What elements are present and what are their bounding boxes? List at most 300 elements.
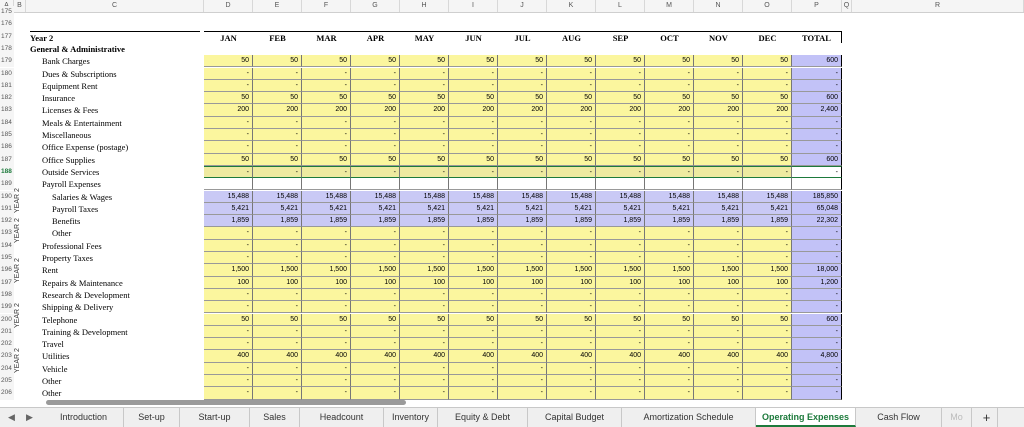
month-value-cell[interactable]: - [449, 68, 498, 80]
month-value-cell[interactable]: - [449, 80, 498, 92]
month-value-cell[interactable]: 5,421 [351, 203, 400, 215]
month-value-cell[interactable]: 5,421 [645, 203, 694, 215]
month-value-cell[interactable]: - [302, 387, 351, 399]
month-value-cell[interactable]: 50 [498, 154, 547, 166]
month-value-cell[interactable]: - [449, 289, 498, 301]
month-value-cell[interactable]: - [645, 252, 694, 264]
row-label[interactable]: Insurance [42, 93, 76, 104]
month-value-cell[interactable]: - [498, 117, 547, 129]
month-value-cell[interactable]: - [547, 141, 596, 153]
month-value-cell[interactable]: - [645, 117, 694, 129]
month-value-cell[interactable] [449, 178, 498, 190]
month-value-cell[interactable]: 100 [253, 277, 302, 289]
month-value-cell[interactable]: - [449, 375, 498, 387]
month-value-cell[interactable]: - [351, 80, 400, 92]
month-value-cell[interactable]: 1,859 [498, 215, 547, 227]
row-label[interactable]: Property Taxes [42, 253, 93, 263]
month-value-cell[interactable]: - [498, 363, 547, 375]
month-value-cell[interactable]: - [596, 301, 645, 313]
month-value-cell[interactable]: - [351, 117, 400, 129]
tab-start-up[interactable]: Start-up [180, 408, 250, 427]
month-value-cell[interactable]: 400 [596, 350, 645, 362]
row-label[interactable]: Miscellaneous [42, 130, 92, 140]
month-value-cell[interactable]: - [645, 375, 694, 387]
month-value-cell[interactable] [743, 178, 792, 190]
month-value-cell[interactable]: 50 [302, 55, 351, 67]
month-value-cell[interactable]: - [204, 289, 253, 301]
month-value-cell[interactable]: - [743, 363, 792, 375]
month-value-cell[interactable]: 100 [645, 277, 694, 289]
month-value-cell[interactable]: 200 [302, 104, 351, 116]
month-value-cell[interactable]: - [400, 129, 449, 141]
month-value-cell[interactable]: 50 [694, 92, 743, 104]
month-value-cell[interactable]: - [449, 252, 498, 264]
month-value-cell[interactable]: - [498, 166, 547, 178]
horizontal-scrollbar[interactable] [46, 400, 406, 405]
month-value-cell[interactable]: - [694, 289, 743, 301]
row-label[interactable]: Outside Services [42, 166, 100, 177]
month-value-cell[interactable]: - [204, 375, 253, 387]
column-header-h[interactable]: H [400, 0, 449, 12]
month-value-cell[interactable]: - [253, 387, 302, 399]
row-number[interactable]: 200 [0, 314, 14, 326]
month-value-cell[interactable]: 1,500 [694, 264, 743, 276]
month-value-cell[interactable]: 50 [204, 55, 253, 67]
tab-set-up[interactable]: Set-up [124, 408, 180, 427]
month-value-cell[interactable]: 200 [400, 104, 449, 116]
column-header-e[interactable]: E [253, 0, 302, 12]
month-value-cell[interactable]: 400 [253, 350, 302, 362]
month-value-cell[interactable]: - [498, 68, 547, 80]
total-value-cell[interactable]: 600 [792, 314, 842, 326]
month-value-cell[interactable]: - [743, 68, 792, 80]
month-value-cell[interactable]: - [645, 289, 694, 301]
month-value-cell[interactable]: - [596, 338, 645, 350]
month-value-cell[interactable]: - [645, 141, 694, 153]
row-label[interactable]: Equipment Rent [42, 80, 98, 91]
month-value-cell[interactable]: 50 [547, 55, 596, 67]
tab-mo[interactable]: Mo [942, 408, 972, 427]
month-value-cell[interactable]: - [302, 227, 351, 239]
month-value-cell[interactable]: - [253, 338, 302, 350]
month-value-cell[interactable]: 50 [743, 154, 792, 166]
month-value-cell[interactable]: - [400, 387, 449, 399]
column-header-q[interactable]: Q [842, 0, 852, 12]
row-number[interactable]: 197 [0, 277, 14, 289]
month-value-cell[interactable]: - [694, 68, 743, 80]
month-value-cell[interactable]: - [694, 141, 743, 153]
month-value-cell[interactable]: - [694, 80, 743, 92]
month-value-cell[interactable]: 50 [204, 154, 253, 166]
month-value-cell[interactable]: 1,500 [498, 264, 547, 276]
month-value-cell[interactable]: 200 [596, 104, 645, 116]
total-value-cell[interactable]: 65,048 [792, 203, 842, 215]
month-value-cell[interactable]: - [743, 80, 792, 92]
row-number[interactable]: 204 [0, 363, 14, 375]
month-value-cell[interactable]: 1,859 [449, 215, 498, 227]
month-value-cell[interactable]: 1,859 [596, 215, 645, 227]
month-value-cell[interactable]: 1,859 [400, 215, 449, 227]
row-number[interactable]: 198 [0, 289, 14, 301]
month-value-cell[interactable]: - [400, 363, 449, 375]
row-label[interactable]: Other [42, 388, 62, 399]
tab-introduction[interactable]: Introduction [44, 408, 124, 427]
month-value-cell[interactable]: 50 [302, 154, 351, 166]
month-value-cell[interactable]: - [645, 326, 694, 338]
month-value-cell[interactable]: - [694, 240, 743, 252]
month-value-cell[interactable]: - [743, 117, 792, 129]
tab-capital-budget[interactable]: Capital Budget [528, 408, 622, 427]
month-value-cell[interactable]: 400 [645, 350, 694, 362]
row-number[interactable]: 190 [0, 191, 14, 203]
month-value-cell[interactable]: - [498, 141, 547, 153]
month-value-cell[interactable]: - [302, 338, 351, 350]
row-number[interactable]: 191 [0, 203, 14, 215]
row-number[interactable]: 201 [0, 326, 14, 338]
row-label[interactable]: Repairs & Maintenance [42, 277, 123, 288]
month-value-cell[interactable]: - [743, 240, 792, 252]
month-value-cell[interactable]: - [743, 227, 792, 239]
month-value-cell[interactable] [204, 178, 253, 190]
month-value-cell[interactable]: - [400, 141, 449, 153]
total-value-cell[interactable]: - [792, 363, 842, 375]
month-value-cell[interactable]: - [743, 375, 792, 387]
row-number[interactable]: 196 [0, 264, 14, 276]
row-label[interactable]: Vehicle [42, 363, 68, 374]
month-value-cell[interactable]: - [596, 240, 645, 252]
month-value-cell[interactable]: - [204, 117, 253, 129]
month-value-cell[interactable]: - [302, 301, 351, 313]
month-value-cell[interactable]: 50 [449, 55, 498, 67]
month-value-cell[interactable]: - [498, 252, 547, 264]
month-value-cell[interactable]: - [302, 129, 351, 141]
month-value-cell[interactable]: 50 [645, 154, 694, 166]
total-value-cell[interactable]: - [792, 129, 842, 141]
month-value-cell[interactable]: 5,421 [204, 203, 253, 215]
month-value-cell[interactable]: 50 [645, 92, 694, 104]
month-value-cell[interactable]: - [596, 375, 645, 387]
total-value-cell[interactable]: 600 [792, 154, 842, 166]
column-header-r[interactable]: R [852, 0, 1024, 12]
total-value-cell[interactable]: - [792, 240, 842, 252]
month-value-cell[interactable]: - [547, 117, 596, 129]
tab-operating-expenses[interactable]: Operating Expenses [756, 408, 856, 427]
month-value-cell[interactable]: 200 [645, 104, 694, 116]
month-value-cell[interactable]: 15,488 [351, 191, 400, 203]
month-value-cell[interactable]: - [351, 375, 400, 387]
month-value-cell[interactable]: - [400, 252, 449, 264]
month-value-cell[interactable]: - [498, 289, 547, 301]
row-label[interactable]: Research & Development [42, 289, 130, 300]
month-value-cell[interactable]: - [645, 80, 694, 92]
month-value-cell[interactable]: - [449, 387, 498, 399]
row-number[interactable]: 187 [0, 154, 14, 166]
month-value-cell[interactable]: 50 [253, 154, 302, 166]
total-value-cell[interactable]: - [792, 387, 842, 399]
month-value-cell[interactable]: - [547, 252, 596, 264]
month-value-cell[interactable]: 50 [743, 55, 792, 67]
month-value-cell[interactable]: 15,488 [449, 191, 498, 203]
month-value-cell[interactable]: - [743, 326, 792, 338]
month-value-cell[interactable]: - [547, 326, 596, 338]
month-value-cell[interactable]: 50 [694, 154, 743, 166]
month-value-cell[interactable]: - [498, 338, 547, 350]
month-value-cell[interactable]: 50 [694, 314, 743, 326]
month-value-cell[interactable]: 50 [498, 314, 547, 326]
row-number[interactable]: 189 [0, 178, 14, 190]
month-value-cell[interactable]: 50 [547, 314, 596, 326]
month-value-cell[interactable]: 1,859 [645, 215, 694, 227]
total-value-cell[interactable]: - [792, 252, 842, 264]
month-value-cell[interactable]: 50 [351, 154, 400, 166]
month-value-cell[interactable]: - [596, 227, 645, 239]
month-value-cell[interactable]: - [302, 240, 351, 252]
month-value-cell[interactable]: 50 [302, 314, 351, 326]
month-value-cell[interactable]: - [449, 117, 498, 129]
month-value-cell[interactable]: - [645, 301, 694, 313]
total-value-cell[interactable]: 4,800 [792, 350, 842, 362]
month-value-cell[interactable]: 400 [547, 350, 596, 362]
tab-sales[interactable]: Sales [250, 408, 300, 427]
month-value-cell[interactable]: 200 [204, 104, 253, 116]
row-label[interactable]: Travel [42, 339, 64, 350]
row-number[interactable]: 175 [0, 6, 14, 18]
month-value-cell[interactable]: - [596, 117, 645, 129]
row-label[interactable]: Professional Fees [42, 240, 102, 251]
month-value-cell[interactable] [596, 178, 645, 190]
month-value-cell[interactable]: - [351, 240, 400, 252]
month-value-cell[interactable]: 50 [547, 92, 596, 104]
row-number[interactable]: 179 [0, 55, 14, 67]
row-label[interactable]: Other [52, 228, 72, 239]
month-value-cell[interactable]: - [498, 326, 547, 338]
month-value-cell[interactable]: 15,488 [204, 191, 253, 203]
total-value-cell[interactable]: 600 [792, 92, 842, 104]
row-label[interactable]: Shipping & Delivery [42, 302, 114, 313]
month-value-cell[interactable]: 200 [449, 104, 498, 116]
month-value-cell[interactable]: 50 [400, 55, 449, 67]
month-value-cell[interactable]: - [400, 289, 449, 301]
row-number[interactable]: 181 [0, 80, 14, 92]
month-value-cell[interactable]: - [253, 289, 302, 301]
row-label[interactable]: Office Supplies [42, 154, 95, 165]
total-value-cell[interactable]: - [792, 326, 842, 338]
total-value-cell[interactable]: - [792, 301, 842, 313]
month-value-cell[interactable]: - [596, 68, 645, 80]
column-header-l[interactable]: L [596, 0, 645, 12]
month-value-cell[interactable]: - [645, 227, 694, 239]
month-value-cell[interactable]: 15,488 [400, 191, 449, 203]
month-value-cell[interactable]: - [547, 338, 596, 350]
month-value-cell[interactable]: - [547, 387, 596, 399]
month-value-cell[interactable]: - [253, 375, 302, 387]
month-value-cell[interactable]: - [400, 375, 449, 387]
total-value-cell[interactable]: - [792, 338, 842, 350]
row-number[interactable]: 203 [0, 350, 14, 362]
month-value-cell[interactable]: 1,500 [400, 264, 449, 276]
month-value-cell[interactable]: - [351, 141, 400, 153]
month-value-cell[interactable]: - [204, 387, 253, 399]
month-value-cell[interactable] [694, 178, 743, 190]
month-value-cell[interactable]: - [596, 129, 645, 141]
month-value-cell[interactable]: 5,421 [302, 203, 351, 215]
month-value-cell[interactable]: 100 [449, 277, 498, 289]
month-value-cell[interactable]: 400 [204, 350, 253, 362]
month-value-cell[interactable]: - [694, 363, 743, 375]
month-value-cell[interactable]: 100 [694, 277, 743, 289]
month-value-cell[interactable]: - [204, 363, 253, 375]
month-value-cell[interactable]: - [645, 240, 694, 252]
total-value-cell[interactable]: 185,850 [792, 191, 842, 203]
month-value-cell[interactable]: - [743, 129, 792, 141]
month-value-cell[interactable]: 50 [449, 92, 498, 104]
month-value-cell[interactable]: - [498, 227, 547, 239]
tab-cash-flow[interactable]: Cash Flow [856, 408, 942, 427]
total-value-cell[interactable]: 1,200 [792, 277, 842, 289]
month-value-cell[interactable]: - [743, 387, 792, 399]
month-value-cell[interactable]: - [351, 129, 400, 141]
month-value-cell[interactable]: 50 [204, 92, 253, 104]
month-value-cell[interactable]: - [302, 326, 351, 338]
month-value-cell[interactable]: 50 [596, 154, 645, 166]
column-header-g[interactable]: G [351, 0, 400, 12]
month-value-cell[interactable]: - [351, 289, 400, 301]
month-value-cell[interactable]: - [449, 338, 498, 350]
column-header-c[interactable]: C [26, 0, 204, 12]
row-number[interactable]: 180 [0, 68, 14, 80]
total-value-cell[interactable]: 22,302 [792, 215, 842, 227]
row-number[interactable]: 186 [0, 141, 14, 153]
column-header-n[interactable]: N [694, 0, 743, 12]
month-value-cell[interactable]: 50 [645, 314, 694, 326]
month-value-cell[interactable]: - [351, 387, 400, 399]
month-value-cell[interactable] [400, 178, 449, 190]
month-value-cell[interactable]: - [351, 363, 400, 375]
month-value-cell[interactable]: 200 [547, 104, 596, 116]
row-label[interactable]: Telephone [42, 314, 78, 325]
month-value-cell[interactable]: 50 [645, 55, 694, 67]
month-value-cell[interactable]: - [351, 68, 400, 80]
month-value-cell[interactable]: - [547, 68, 596, 80]
month-value-cell[interactable]: 5,421 [449, 203, 498, 215]
month-value-cell[interactable]: 15,488 [253, 191, 302, 203]
month-value-cell[interactable]: 50 [253, 92, 302, 104]
month-value-cell[interactable]: - [351, 166, 400, 178]
month-value-cell[interactable]: - [253, 240, 302, 252]
row-label[interactable]: Training & Development [42, 326, 128, 337]
month-value-cell[interactable]: 15,488 [302, 191, 351, 203]
month-value-cell[interactable]: 400 [400, 350, 449, 362]
month-value-cell[interactable]: - [204, 80, 253, 92]
month-value-cell[interactable]: 15,488 [596, 191, 645, 203]
month-value-cell[interactable]: 50 [449, 314, 498, 326]
column-header-f[interactable]: F [302, 0, 351, 12]
month-value-cell[interactable]: 400 [694, 350, 743, 362]
month-value-cell[interactable]: - [302, 289, 351, 301]
month-value-cell[interactable]: - [204, 68, 253, 80]
add-sheet-button[interactable]: + [976, 408, 998, 427]
month-value-cell[interactable]: - [596, 80, 645, 92]
month-value-cell[interactable]: 5,421 [743, 203, 792, 215]
month-value-cell[interactable] [498, 178, 547, 190]
total-value-cell[interactable]: 600 [792, 55, 842, 67]
row-number[interactable]: 194 [0, 240, 14, 252]
month-value-cell[interactable]: - [253, 252, 302, 264]
month-value-cell[interactable] [302, 178, 351, 190]
month-value-cell[interactable]: - [449, 129, 498, 141]
month-value-cell[interactable]: - [743, 289, 792, 301]
month-value-cell[interactable]: 100 [547, 277, 596, 289]
tab-equity-debt[interactable]: Equity & Debt [438, 408, 528, 427]
month-value-cell[interactable]: 100 [351, 277, 400, 289]
month-value-cell[interactable]: 50 [400, 154, 449, 166]
month-value-cell[interactable]: - [204, 240, 253, 252]
row-label[interactable]: Payroll Expenses [42, 179, 101, 190]
row-number[interactable]: 188 [0, 166, 14, 178]
month-value-cell[interactable]: - [743, 252, 792, 264]
month-value-cell[interactable]: 1,500 [743, 264, 792, 276]
column-header-p[interactable]: P [792, 0, 842, 12]
row-number[interactable]: 178 [0, 43, 14, 55]
column-header-m[interactable]: M [645, 0, 694, 12]
month-value-cell[interactable]: 100 [204, 277, 253, 289]
month-value-cell[interactable]: - [449, 227, 498, 239]
month-value-cell[interactable]: - [253, 326, 302, 338]
month-value-cell[interactable]: 1,500 [253, 264, 302, 276]
month-value-cell[interactable]: - [645, 166, 694, 178]
month-value-cell[interactable]: - [204, 166, 253, 178]
month-value-cell[interactable]: 5,421 [694, 203, 743, 215]
total-value-cell[interactable]: - [792, 289, 842, 301]
month-value-cell[interactable]: - [351, 326, 400, 338]
month-value-cell[interactable]: - [204, 141, 253, 153]
month-value-cell[interactable]: 50 [596, 314, 645, 326]
month-value-cell[interactable]: 50 [596, 92, 645, 104]
month-value-cell[interactable]: 1,500 [596, 264, 645, 276]
month-value-cell[interactable]: - [645, 363, 694, 375]
row-label[interactable]: Office Expense (postage) [42, 142, 129, 153]
month-value-cell[interactable]: - [253, 166, 302, 178]
month-value-cell[interactable]: 50 [302, 92, 351, 104]
month-value-cell[interactable]: - [400, 301, 449, 313]
row-number[interactable]: 184 [0, 117, 14, 129]
tab-prev-icon[interactable]: ◀ [8, 412, 15, 422]
month-value-cell[interactable]: - [351, 252, 400, 264]
month-value-cell[interactable]: 50 [449, 154, 498, 166]
month-value-cell[interactable]: 50 [351, 92, 400, 104]
month-value-cell[interactable]: - [743, 166, 792, 178]
month-value-cell[interactable] [645, 178, 694, 190]
month-value-cell[interactable]: - [596, 166, 645, 178]
row-label[interactable]: Meals & Entertainment [42, 117, 122, 128]
month-value-cell[interactable]: - [596, 363, 645, 375]
month-value-cell[interactable]: - [204, 227, 253, 239]
month-value-cell[interactable]: 15,488 [743, 191, 792, 203]
month-value-cell[interactable]: - [253, 227, 302, 239]
month-value-cell[interactable]: 1,859 [743, 215, 792, 227]
month-value-cell[interactable]: - [351, 227, 400, 239]
total-value-cell[interactable]: - [792, 68, 842, 80]
month-value-cell[interactable]: - [351, 338, 400, 350]
tab-amortization-schedule[interactable]: Amortization Schedule [622, 408, 756, 427]
row-label[interactable]: Benefits [52, 216, 81, 227]
month-value-cell[interactable]: 200 [694, 104, 743, 116]
month-value-cell[interactable]: - [694, 227, 743, 239]
month-value-cell[interactable]: 400 [743, 350, 792, 362]
month-value-cell[interactable]: - [596, 252, 645, 264]
month-value-cell[interactable]: - [253, 301, 302, 313]
row-number[interactable]: 182 [0, 92, 14, 104]
